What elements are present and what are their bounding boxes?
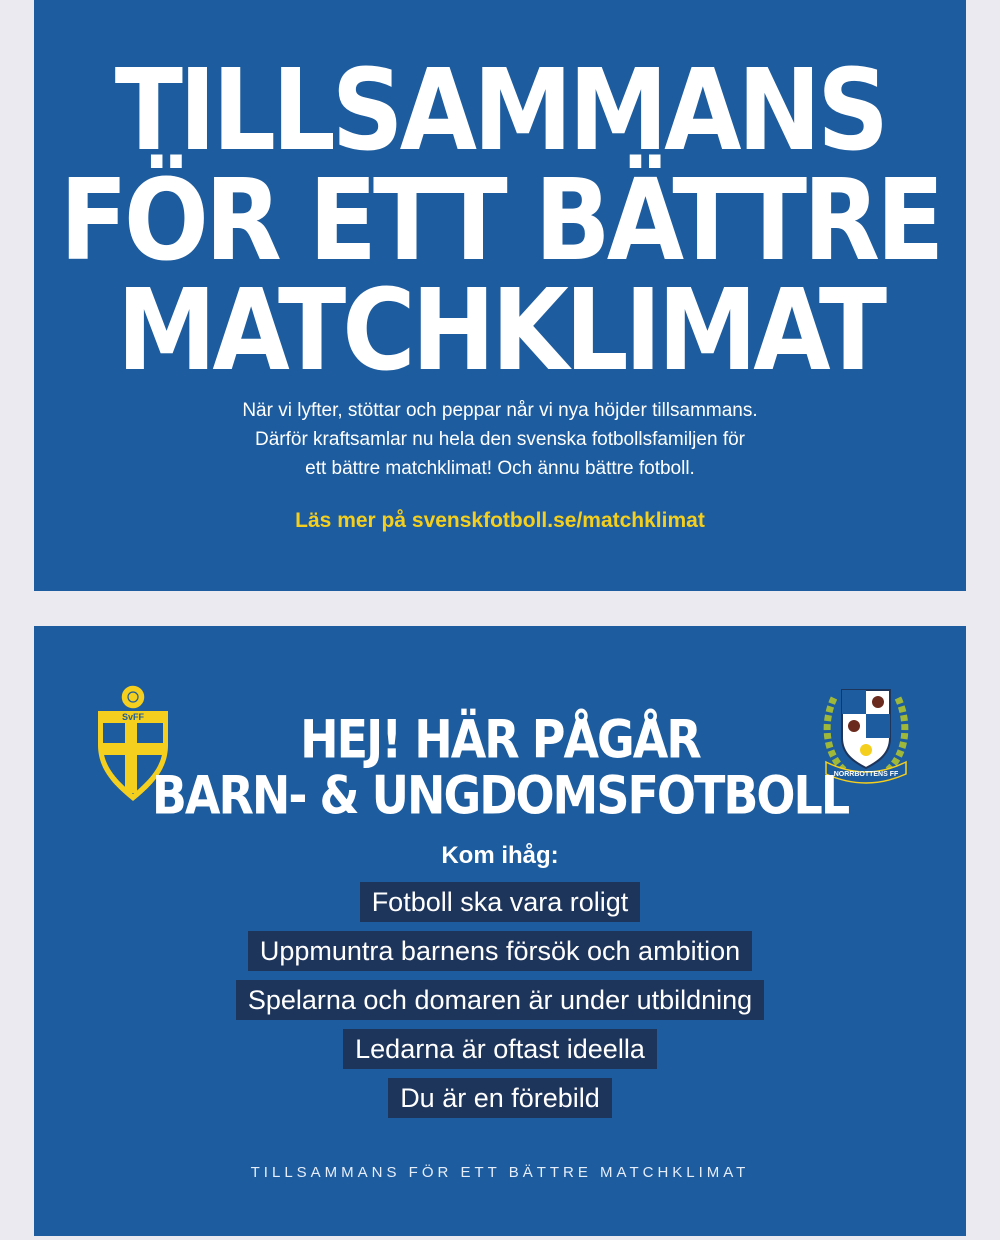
headline-line: FÖR ETT BÄTTRE: [59, 154, 941, 286]
list-item: Uppmuntra barnens försök och ambition: [248, 931, 752, 971]
headline-line: HEJ! HÄR PÅGÅR: [300, 707, 700, 771]
youth-football-headline: [34, 707, 966, 827]
list-item: Ledarna är oftast ideella: [343, 1029, 657, 1069]
campaign-footer-tagline: TILLSAMMANS FÖR ETT BÄTTRE MATCHKLIMAT: [250, 1164, 750, 1181]
intro-line: ett bättre matchklimat! Och ännu bättre fotboll.: [305, 458, 695, 479]
headline-line: MATCHKLIMAT: [116, 264, 884, 396]
campaign-headline: [34, 44, 966, 396]
headline-line: TILLSAMMANS: [114, 44, 886, 176]
nff-crest-label: NORRBOTTENS FF: [833, 771, 899, 778]
read-more-link[interactable]: Läs mer på svenskfotboll.se/matchklimat: [295, 509, 705, 532]
intro-line: När vi lyfter, stöttar och peppar når vi nya höjder tillsammans.: [242, 400, 758, 421]
list-item: Du är en förebild: [388, 1078, 612, 1118]
campaign-card: [34, 0, 966, 591]
list-item: Spelarna och domaren är under utbildning: [236, 980, 764, 1020]
intro-line: Därför kraftsamlar nu hela den svenska fotbollsfamiljen för: [254, 429, 745, 450]
reminder-list: [34, 882, 966, 1127]
list-item: Fotboll ska vara roligt: [360, 882, 641, 922]
youth-football-card: [34, 626, 966, 1236]
campaign-intro-text: [34, 396, 966, 483]
headline-line: BARN- & UNGDOMSFOTBOLL: [151, 763, 849, 827]
remember-heading: Kom ihåg:: [441, 842, 559, 869]
svff-crest-label: SvFF: [121, 712, 145, 722]
